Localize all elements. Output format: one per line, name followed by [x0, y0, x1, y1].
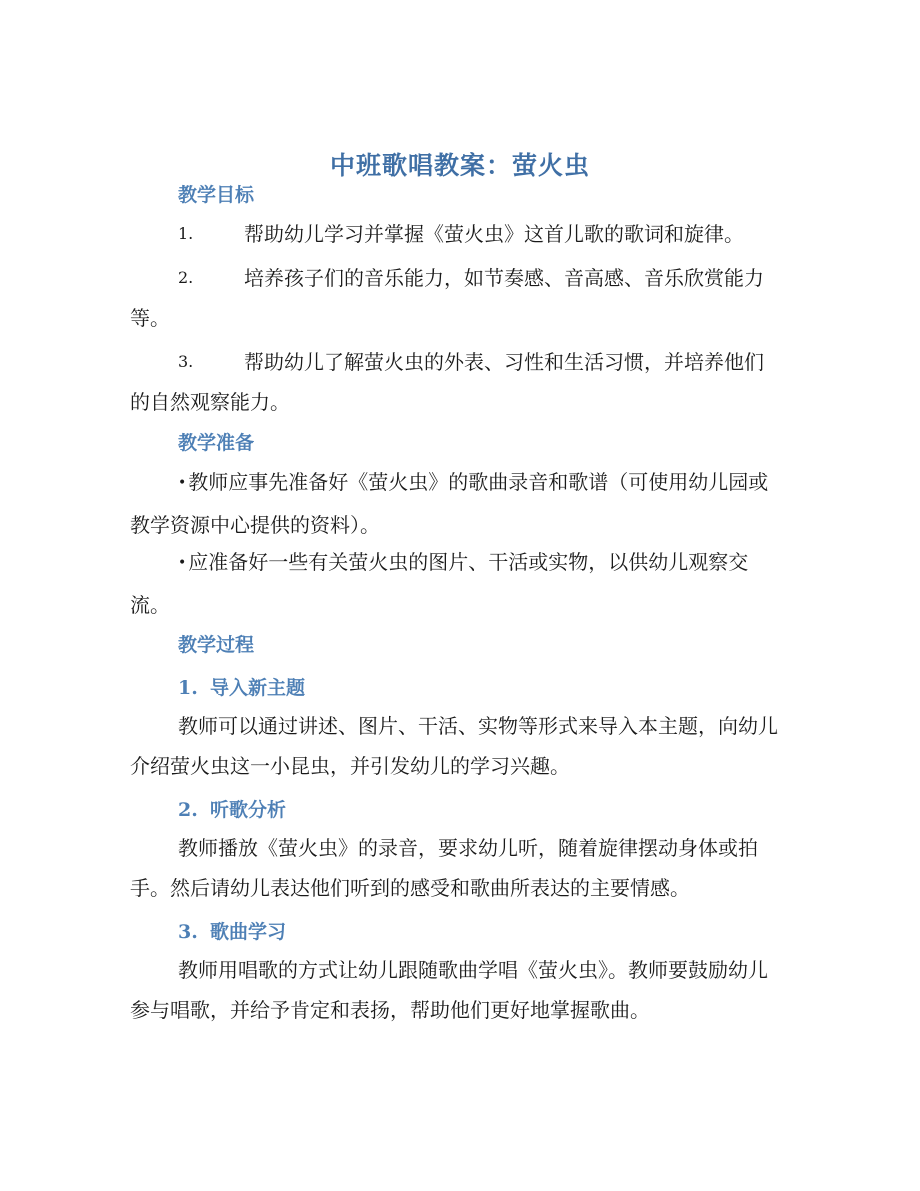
goal-item-number: 1. — [178, 224, 194, 243]
section-heading-process: 教学过程 — [178, 634, 255, 656]
goal-item-text: 帮助幼儿了解萤火虫的外表、习性和生活习惯，并培养他们的自然观察能力。 — [130, 350, 764, 414]
goal-item-text: 帮助幼儿学习并掌握《萤火虫》这首儿歌的歌词和旋律。 — [244, 222, 744, 246]
process-step-heading-1 — [178, 673, 305, 700]
step-title: 歌曲学习 — [210, 921, 287, 943]
step-title: 听歌分析 — [210, 799, 287, 821]
step-title: 导入新主题 — [210, 677, 306, 699]
section-heading-goals: 教学目标 — [178, 184, 255, 206]
goal-item-2 — [130, 258, 780, 338]
process-step-heading-3 — [178, 917, 286, 944]
preparation-bullet-1 — [130, 462, 780, 545]
bullet-icon: • — [178, 555, 187, 571]
step-number: 3. — [178, 921, 198, 943]
process-step-text-3: 教师用唱歌的方式让幼儿跟随歌曲学唱《萤火虫》。教师要鼓励幼儿参与唱歌，并给予肯定和表扬，帮助他们更好地掌握歌曲。 — [130, 958, 768, 1022]
step-number: 1. — [178, 677, 198, 699]
goal-item-text: 培养孩子们的音乐能力，如节奏感、音高感、音乐欣赏能力等。 — [130, 266, 764, 330]
step-number: 2. — [178, 799, 198, 821]
preparation-bullet-2 — [130, 542, 780, 625]
process-step-text-2: 教师播放《萤火虫》的录音，要求幼儿听，随着旋律摆动身体或拍手。然后请幼儿表达他们听到的感受和歌曲所表达的主要情感。 — [130, 836, 758, 900]
section-heading-preparation: 教学准备 — [178, 432, 255, 454]
goal-item-3 — [130, 342, 780, 422]
bullet-text: 应准备好一些有关萤火虫的图片、干活或实物，以供幼儿观察交流。 — [130, 550, 749, 617]
bullet-text: 教师应事先准备好《萤火虫》的歌曲录音和歌谱（可使用幼儿园或教学资源中心提供的资料）。 — [130, 470, 769, 537]
goal-item-number: 3. — [178, 352, 194, 371]
bullet-icon: • — [178, 475, 187, 491]
goal-item-1 — [130, 214, 780, 254]
goal-item-number: 2. — [178, 268, 194, 287]
page-title: 中班歌唱教案：萤火虫 — [329, 151, 590, 180]
process-step-text-1: 教师可以通过讲述、图片、干活、实物等形式来导入本主题，向幼儿介绍萤火虫这一小昆虫，并引发幼儿的学习兴趣。 — [130, 714, 778, 778]
process-step-heading-2 — [178, 795, 286, 822]
